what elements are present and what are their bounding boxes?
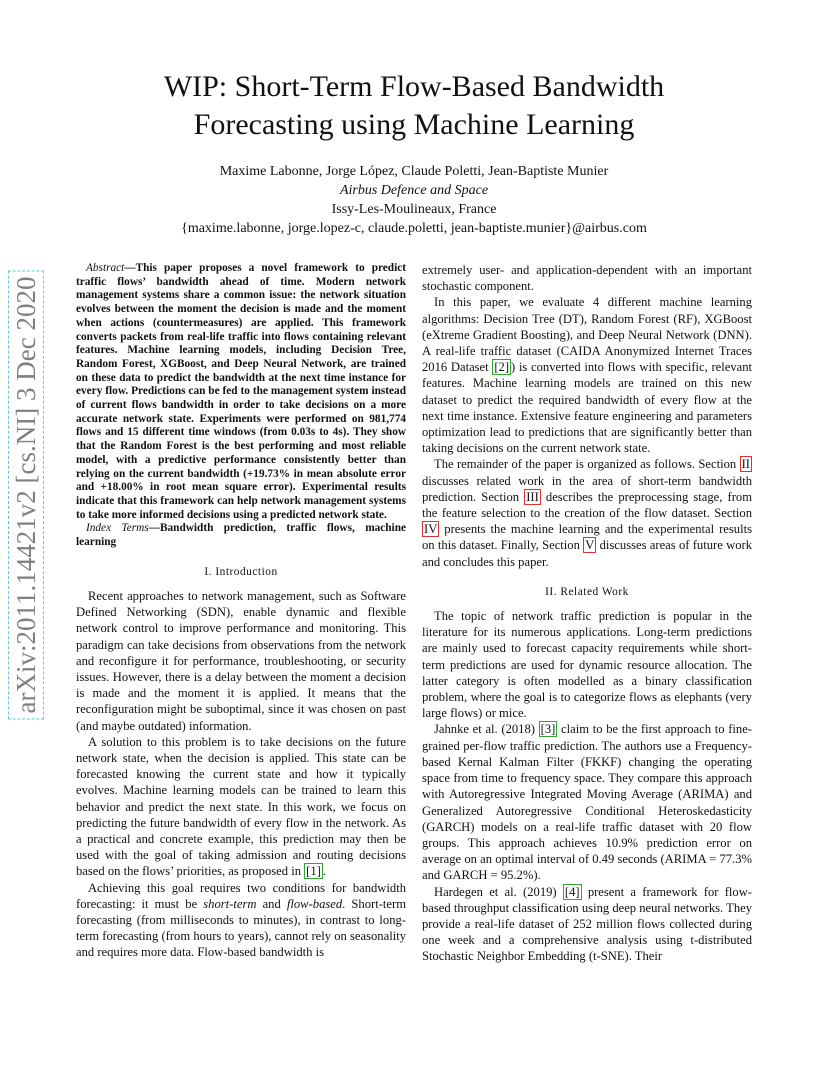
intro-p3-and: and — [256, 896, 287, 911]
section-link-v[interactable]: V — [585, 538, 595, 553]
arxiv-stamp — [6, 265, 46, 725]
intro-p5-c: describes the preprocessing stage, from the feature selection to the creation of the flow dataset. Section — [422, 489, 753, 521]
section-heading-introduction: I. Introduction — [204, 565, 278, 578]
intro-paragraph-2 — [76, 734, 406, 880]
paper-title — [60, 68, 768, 144]
abstract-label: Abstract — [86, 262, 125, 274]
intro-paragraph-4 — [422, 294, 752, 456]
related-p3-text: Hardegen et al. (2019) — [434, 884, 563, 899]
right-column — [422, 262, 752, 965]
citation-link-4[interactable]: [4] — [564, 884, 580, 899]
section-heading-related-work: II. Related Work — [545, 585, 629, 598]
related-paragraph-3 — [422, 884, 752, 965]
index-terms-text: —Bandwidth prediction, traffic flows, machine learning — [76, 522, 406, 549]
emphasis-short-term: short-term — [203, 896, 257, 911]
intro-p2-end: . — [322, 864, 327, 879]
citation-link-1[interactable]: [1] — [306, 864, 321, 879]
abstract — [76, 262, 406, 550]
intro-p3-end: . Short-term forecasting (from milliseconds to minutes), in contrast to long-term forecasting (from hours to years), cannot rely on seasonality and requires more data. Flow-based bandwidth is — [76, 896, 406, 960]
title-line-1: WIP: Short-Term Flow-Based Bandwidth — [163, 70, 665, 103]
intro-paragraph-3 — [76, 880, 406, 961]
author-names: Maxime Labonne, Jorge López, Claude Poletti, Jean-Baptiste Munier — [219, 164, 609, 179]
section-link-ii[interactable]: II — [741, 457, 750, 472]
intro-p4-end: ) is converted into flows with specific, relevant features. Machine learning models are trained on this new dataset to predict the required bandwidth of every flow at the next time instance. Extensive feature engineering and parameters optimization lead to predictions that are significantly better than taking decisions on the current network state. — [422, 360, 752, 456]
intro-p3-text: Achieving this goal requires two conditions for bandwidth forecasting: it must be — [76, 880, 406, 911]
title-line-2: Forecasting using Machine Learning — [193, 108, 635, 141]
related-p3-end: present a framework for flow-based throughput classification using deep neural networks. They provide a real-life dataset of 252 million flows collected during one week and a comprehensive analysis using t-distributed Stochastic Neighbor Embedding (t-SNE). Their — [422, 884, 752, 964]
location: Issy-Les-Moulineaux, France — [331, 202, 497, 217]
left-column — [76, 262, 406, 961]
intro-continuation: extremely user- and application-dependent with an important stochastic component. — [422, 263, 752, 294]
emphasis-flow-based: flow-based — [286, 896, 343, 911]
author-block — [60, 162, 768, 238]
section-link-iv[interactable]: IV — [424, 522, 438, 537]
citation-link-3[interactable]: [3] — [540, 722, 556, 737]
intro-p2-text: A solution to this problem is to take decisions on the future network state, when the decision is applied. This state can be forecasted knowing the current state and how it typically evolves. Machine learning models can be trained to learn this behavior and predict the next state. In this work, we focus on predicting the future bandwidth of every flow in the network. As a practical and concrete example, this prediction may then be used with the goal of taking admission and routing decisions based on the flows’ priorities, as proposed in — [76, 734, 406, 879]
author-emails: {maxime.labonne, jorge.lopez-c, claude.poletti, jean-baptiste.munier}@airbus.com — [181, 221, 647, 236]
intro-p4-text: In this paper, we evaluate 4 different machine learning algorithms: Decision Tree (DT), Random Forest (RF), XGBoost (eXtreme Gradient Boosting), and Deep Neural Network (DNN). A real-life traffic dataset (CAIDA Anonymized Internet Traces 2016 Dataset — [422, 295, 752, 375]
citation-link-2[interactable]: [2] — [494, 360, 510, 375]
related-paragraph-2 — [422, 721, 752, 883]
intro-p5-text: The remainder of the paper is organized as follows. Section — [434, 457, 740, 472]
intro-paragraph-1: Recent approaches to network management, such as Software Defined Networking (SDN), enable dynamic and flexible network control to improve performance and monitoring. This paradigm can take decisions from observations from the network and reconfigure it for performance, troubleshooting, or security issues. However, there is a delay between the moment a decision is made and the moment it is applied. It means that the reconfiguration might be suboptimal, since it was chosen on past (and maybe outdated) information. — [76, 588, 406, 733]
intro-p5-e: discusses areas of future work and concludes this paper. — [422, 538, 752, 569]
intro-paragraph-5 — [422, 456, 752, 569]
index-terms-label: Index Terms — [86, 522, 149, 535]
affiliation: Airbus Defence and Space — [339, 183, 489, 198]
related-paragraph-1: The topic of network traffic prediction is popular in the literature for its numerous applications. Long-term predictions are mainly used to forecast capacity requirements while short-term predictions are used for dynamic resource allocation. The latter category is often modelled as a binary classification problem, where the goal is to categorize flows as elephants (very large flows) or mice. — [422, 609, 752, 721]
related-p2-end: claim to be the first approach to fine-grained per-flow traffic prediction. The authors use a Frequency-based Kernal Kalman Filter (FKKF) changing the operating space from time to frequency space. They compare this approach with Autoregressive Integrated Moving Average (ARIMA) and Generalized Autoregressive Conditional Heteroskedasticity (GARCH) models on a real-life traffic dataset with 20 flow groups. This approach achieves 10.9% prediction error on average on an optimal interval of 0.49 seconds (ARIMA = 77.3% and GARCH = 95.2%). — [422, 722, 752, 883]
related-p2-text: Jahnke et al. (2018) — [434, 722, 539, 737]
intro-p5-d: presents the machine learning and the experimental results on this dataset. Finally, Section — [422, 522, 752, 553]
abstract-text: —This paper proposes a novel framework to predict traffic flows’ bandwidth ahead of time. Modern network management systems share a common issue: the network situation evolves between the moment the decision is made and the moment when actions (countermeasures) are applied. This framework converts packets from real-life traffic into flows containing relevant features. Machine learning models, including Decision Tree, Random Forest, XGBoost, and Deep Neural Network, are trained on these data to predict the bandwidth at the next time instance for every flow. Predictions can be fed to the management system instead of current flows bandwidth in order to take decisions on a more accurate network state. Experiments were performed on 981,774 flows and 15 different time windows (from 0.03s to 4s). They show that the Random Forest is the best performing and most reliable model, with a predictive performance consistently better than relying on the current bandwidth (+19.73% in mean absolute error and +18.00% in root mean square error). Experimental results indicate that this framework can help network management systems to take more informed decisions using a predicted network state. — [76, 262, 406, 521]
intro-p5-b: discusses related work in the area of short-term bandwidth prediction. Section — [422, 473, 752, 504]
arxiv-stamp-text: arXiv:2011.14421v2 [cs.NI] 3 Dec 2020 — [8, 271, 44, 720]
section-link-iii[interactable]: III — [526, 489, 539, 504]
